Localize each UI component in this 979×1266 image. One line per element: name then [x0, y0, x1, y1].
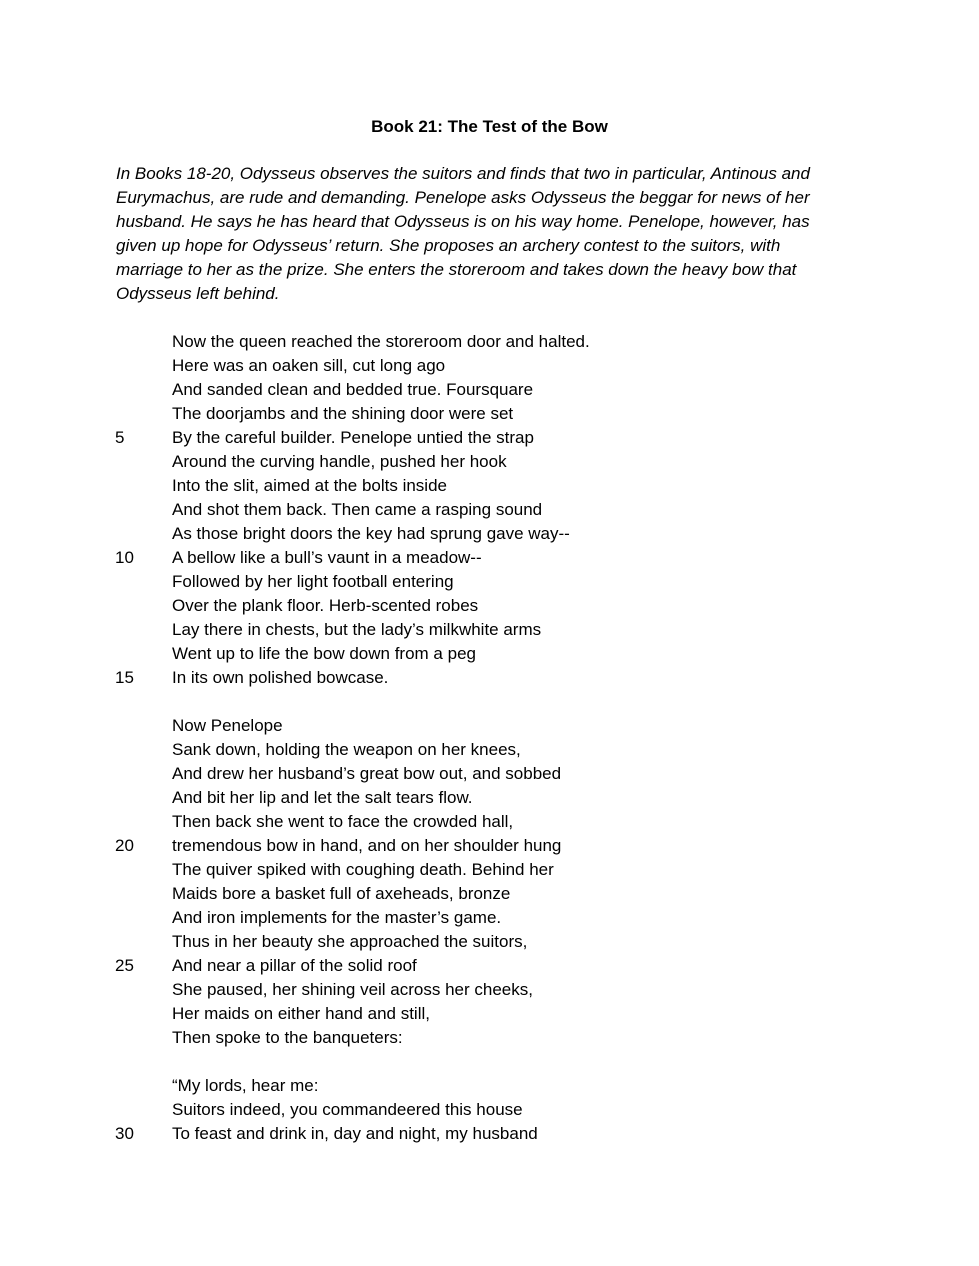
poem-line [0, 378, 979, 402]
line-text: She paused, her shining veil across her cheeks, [172, 980, 533, 999]
line-text: Into the slit, aimed at the bolts inside [172, 476, 447, 495]
poem-line [0, 474, 979, 498]
poem-line [0, 1122, 979, 1146]
line-text: And shot them back. Then came a rasping sound [172, 500, 543, 519]
line-text: And iron implements for the master’s game. [172, 908, 502, 927]
poem-line [0, 594, 979, 618]
line-text: Here was an oaken sill, cut long ago [172, 356, 446, 375]
line-text: The quiver spiked with coughing death. Behind her [172, 860, 554, 879]
line-text: Then back she went to face the crowded hall, [172, 812, 514, 831]
line-text: And near a pillar of the solid roof [172, 956, 417, 975]
poem-line [0, 546, 979, 570]
poem-line [0, 498, 979, 522]
line-text: The doorjambs and the shining door were set [172, 404, 514, 423]
poem-line [0, 354, 979, 378]
line-text: Followed by her light football entering [172, 572, 454, 591]
line-number: 15 [115, 668, 134, 687]
poem-line [0, 786, 979, 810]
poem-body [0, 330, 979, 1146]
line-text: Her maids on either hand and still, [172, 1004, 430, 1023]
poem-line [0, 570, 979, 594]
intro-paragraph: In Books 18-20, Odysseus observes the suitors and finds that two in particular, Antinous and Eurymachus, are rude and demanding. Penelope asks Odysseus the beggar for news of her husband. He says he has heard that Odysseus is on his way home. Penelope, however, has given up hope for Odysseus’ return. She proposes an archery contest to the suitors, with marriage to her as the prize. She enters the storeroom and takes down the heavy bow that Odysseus left behind. [116, 164, 810, 303]
line-text: And drew her husband’s great bow out, and sobbed [172, 764, 562, 783]
poem-line [0, 834, 979, 858]
page-title: Book 21: The Test of the Bow [371, 117, 608, 136]
poem-line [0, 906, 979, 930]
line-number: 5 [115, 428, 125, 447]
line-text: Sank down, holding the weapon on her knees, [172, 740, 521, 759]
poem-line [0, 978, 979, 1002]
line-text: Now the queen reached the storeroom door and halted. [172, 332, 590, 351]
line-text: Maids bore a basket full of axeheads, bronze [172, 884, 511, 903]
poem-line [0, 762, 979, 786]
line-text: In its own polished bowcase. [172, 668, 389, 687]
poem-line [0, 858, 979, 882]
poem-line [0, 618, 979, 642]
poem-line [0, 1002, 979, 1026]
line-text: Around the curving handle, pushed her hook [172, 452, 507, 471]
line-text: And sanded clean and bedded true. Foursquare [172, 380, 534, 399]
line-text: To feast and drink in, day and night, my husband [172, 1124, 538, 1143]
poem-line [0, 930, 979, 954]
line-number: 25 [115, 956, 134, 975]
line-text: Suitors indeed, you commandeered this house [172, 1100, 523, 1119]
poem-line [0, 1050, 979, 1074]
poem-line [0, 1098, 979, 1122]
line-text: By the careful builder. Penelope untied the strap [172, 428, 534, 447]
poem-line [0, 738, 979, 762]
poem-line [0, 954, 979, 978]
poem-line [0, 690, 979, 714]
poem-line [0, 330, 979, 354]
poem-line [0, 882, 979, 906]
line-text: Went up to life the bow down from a peg [172, 644, 476, 663]
line-text: A bellow like a bull’s vaunt in a meadow-- [172, 548, 482, 567]
poem-line [0, 714, 979, 738]
line-text: Over the plank floor. Herb-scented robes [172, 596, 479, 615]
poem-line [0, 642, 979, 666]
poem-line [0, 402, 979, 426]
line-text: tremendous bow in hand, and on her shoulder hung [172, 836, 562, 855]
poem-line [0, 666, 979, 690]
poem-line [0, 450, 979, 474]
line-number: 20 [115, 836, 134, 855]
line-text: Thus in her beauty she approached the suitors, [172, 932, 528, 951]
line-number: 30 [115, 1124, 134, 1143]
line-text: And bit her lip and let the salt tears flow. [172, 788, 473, 807]
poem-line [0, 426, 979, 450]
line-text: Now Penelope [172, 716, 283, 735]
line-number: 10 [115, 548, 134, 567]
poem-line [0, 810, 979, 834]
line-text: “My lords, hear me: [172, 1076, 319, 1095]
line-text: Lay there in chests, but the lady’s milkwhite arms [172, 620, 542, 639]
poem-line [0, 1074, 979, 1098]
line-text: As those bright doors the key had sprung gave way-- [172, 524, 570, 543]
poem-line [0, 522, 979, 546]
line-text: Then spoke to the banqueters: [172, 1028, 403, 1047]
poem-line [0, 1026, 979, 1050]
